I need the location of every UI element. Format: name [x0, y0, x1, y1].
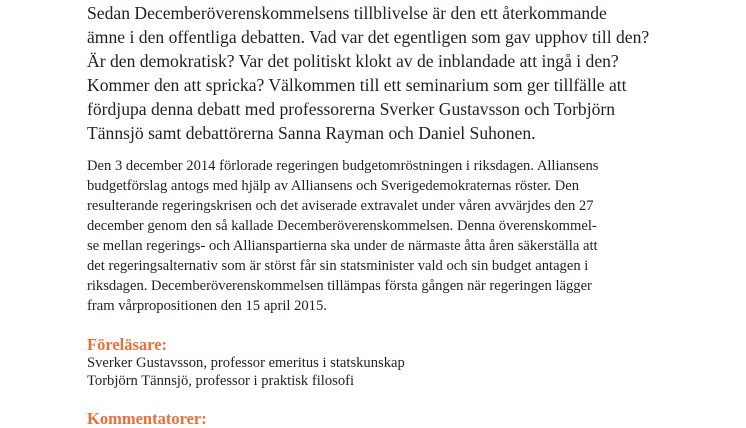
- lead-line: ämne i den offentliga debatten. Vad var det egentligen som gav upphov till den?: [87, 27, 650, 47]
- speakers-heading: Föreläsare:: [87, 335, 168, 354]
- body-line: resulterande regeringskrisen och det aviserade extravalet under våren avvärjdes den 27: [87, 198, 594, 214]
- lead-line: Är den demokratisk? Var det politiskt klokt av de inblandade att ingå i den?: [87, 51, 619, 71]
- body-line: december genom den så kallade Decemberöverenskommelsen. Denna överenskommel-: [87, 218, 597, 234]
- lead-line: fördjupa denna debatt med professorerna Sverker Gustavsson och Torbjörn: [87, 99, 616, 119]
- lead-line: Sedan Decemberöverenskommelsens tillblivelse är den ett återkommande: [87, 3, 607, 23]
- speaker-item: Torbjörn Tännsjö, professor i praktisk filosofi: [87, 373, 355, 389]
- lead-line: Tännsjö samt debattörerna Sanna Rayman och Daniel Suhonen.: [87, 123, 536, 143]
- lead-line: Kommer den att spricka? Välkommen till ett seminarium som ger tillfälle att: [87, 75, 627, 95]
- document-page: [87, 0, 687, 428]
- lead-paragraph: [87, 0, 687, 145]
- commentators-heading: Kommentatorer:: [87, 409, 207, 428]
- body-line: det regeringsalternativ som är störst får sin statsminister vald och sin budget antagen i: [87, 258, 589, 274]
- body-line: se mellan regerings- och Allianspartierna ska under de närmaste åtta åren säkerställa att: [87, 238, 598, 254]
- body-line: fram vårpropositionen den 15 april 2015.: [87, 298, 327, 314]
- body-line: budgetförslag antogs med hjälp av Alliansens och Sverigedemokraternas röster. Den: [87, 178, 580, 194]
- speakers-list: [87, 354, 687, 390]
- body-paragraph: [87, 156, 687, 316]
- speaker-item: Sverker Gustavsson, professor emeritus i statskunskap: [87, 355, 405, 371]
- body-line: Den 3 december 2014 förlorade regeringen budgetomröstningen i riksdagen. Alliansens: [87, 158, 599, 174]
- body-line: riksdagen. Decemberöverenskommelsen tillämpas första gången när regeringen lägger: [87, 278, 592, 294]
